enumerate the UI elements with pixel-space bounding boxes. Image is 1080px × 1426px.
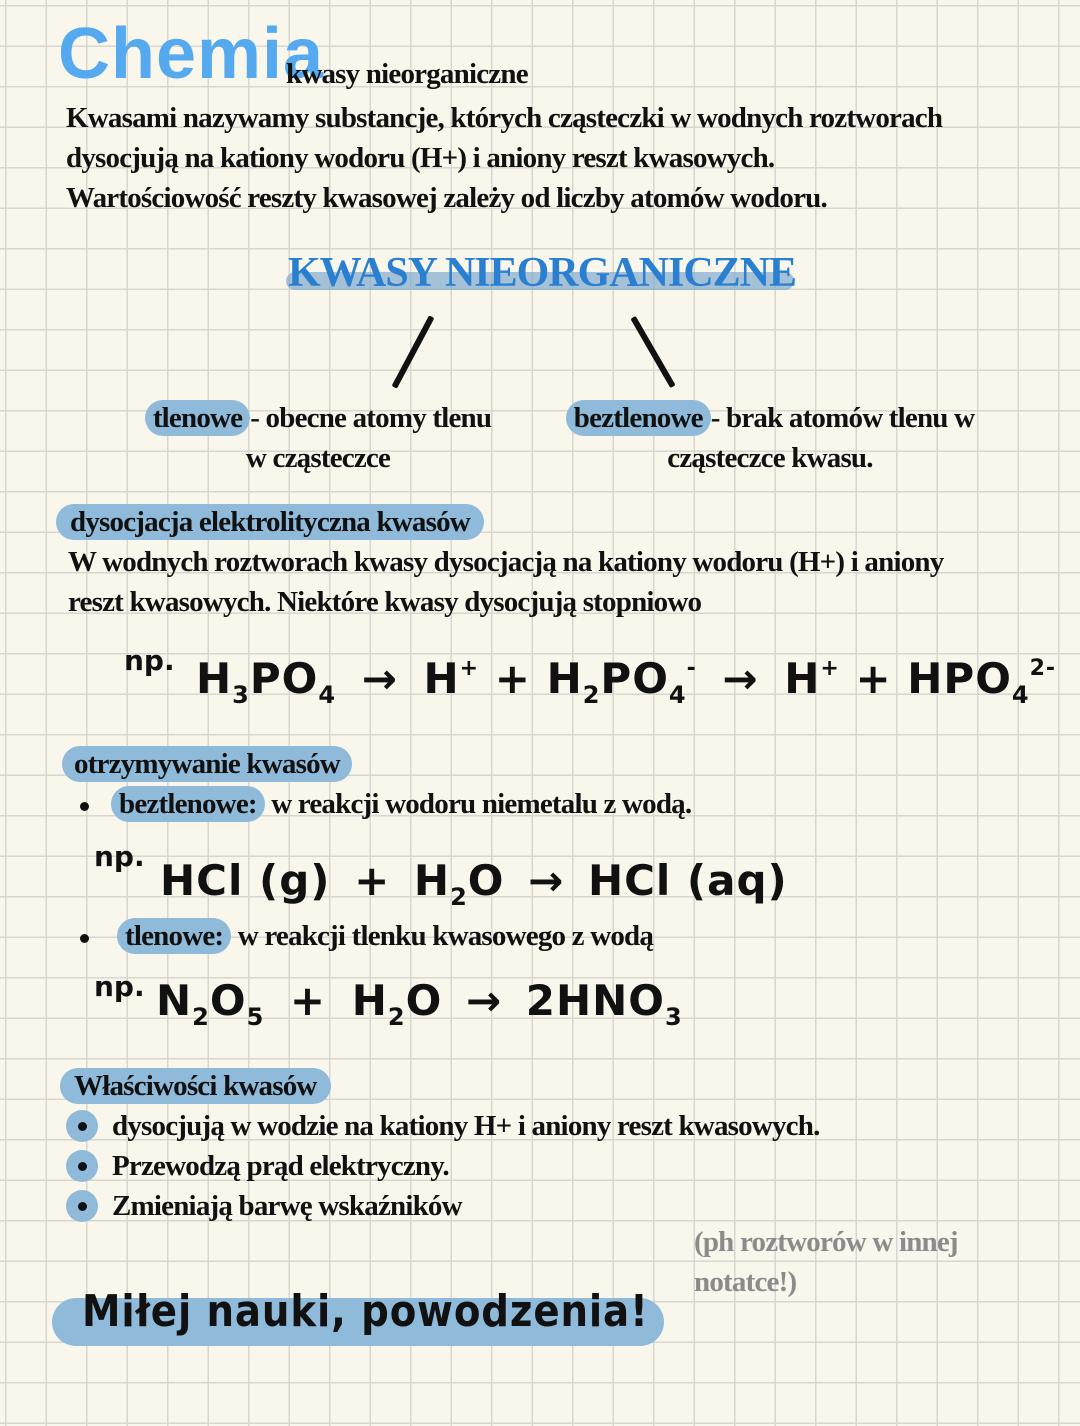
example-label: np. xyxy=(94,970,145,1003)
list-item: Przewodzą prąd elektryczny. xyxy=(66,1146,820,1186)
obtaining-item xyxy=(80,916,653,956)
section-dissociation xyxy=(56,504,484,540)
equation-hno3: $N_2O_5 + H_2O \to 2HNO_3$ xyxy=(156,976,683,1031)
intro-line: Kwasami nazywamy substancje, których cząsteczki w wodnych roztworach xyxy=(66,102,943,134)
dissociation-paragraph xyxy=(68,542,1048,622)
term-beztlenowe: beztlenowe: xyxy=(111,786,265,822)
branch-line-left xyxy=(392,315,435,388)
term-definition: - brak atomów tlenu w xyxy=(710,402,975,434)
example-label: np. xyxy=(94,840,145,873)
branch-oxygenless-acids xyxy=(540,398,1000,478)
side-note: (ph roztworów w innej notatce!) xyxy=(694,1226,958,1298)
bullet-icon xyxy=(66,1110,98,1142)
equation-hcl: HCl $(g) + H_2O$ → HCl (aq) xyxy=(160,856,788,911)
bullet-icon xyxy=(66,1190,98,1222)
example-label: np. xyxy=(124,644,175,677)
list-item: dysocjują w wodzie na kationy H+ i aniony reszt kwasowych. xyxy=(66,1106,820,1146)
bullet-icon xyxy=(80,934,89,943)
arrow-icon: → xyxy=(465,976,503,1025)
obtaining-item xyxy=(80,784,691,824)
paragraph-line: reszt kwasowych. Niektóre kwasy dysocjują stopniowo xyxy=(68,586,702,618)
arrow-icon: → xyxy=(528,856,565,905)
term-definition-line2: w cząsteczce xyxy=(245,442,391,474)
list-item: Zmieniają barwę wskaźników xyxy=(66,1186,820,1226)
section-heading: Właściwości kwasów xyxy=(60,1068,331,1104)
closing-message: Miłej nauki, powodzenia! xyxy=(82,1286,649,1337)
term-tlenowe: tlenowe xyxy=(145,400,250,436)
branch-oxygen-acids xyxy=(118,398,518,478)
branch-line-right xyxy=(630,316,675,388)
paragraph-line: W wodnych roztworach kwasy dysocjacją na kationy wodoru (H+) i aniony xyxy=(68,546,944,578)
bullet-icon xyxy=(66,1150,98,1182)
equation-phosphoric-acid: $H_3PO_4 \to H^+ + H_2PO_4^- \to H^+ + HPO_4^{2-}$ xyxy=(196,654,1057,709)
intro-line: dysocjują na kationy wodoru (H+) i aniony reszt kwasowych. xyxy=(66,142,775,174)
term-definition-line2: cząsteczce kwasu. xyxy=(667,442,873,474)
intro-paragraph xyxy=(66,98,1056,218)
bullet-icon xyxy=(80,802,89,811)
section-heading: dysocjacja elektrolityczna kwasów xyxy=(56,504,484,540)
term-beztlenowe: beztlenowe xyxy=(566,400,711,436)
intro-line: Wartościowość reszty kwasowej zależy od liczby atomów wodoru. xyxy=(66,182,827,214)
page-subtitle: kwasy nieorganiczne xyxy=(286,58,528,90)
item-text: w reakcji tlenku kwasowego z wodą xyxy=(231,920,654,952)
item-text: w reakcji wodoru niemetalu z wodą. xyxy=(264,788,692,820)
page-title: Chemia xyxy=(58,14,325,94)
section-heading: otrzymywanie kwasów xyxy=(62,746,352,782)
classification-heading: KWASY NIEORGANICZNE xyxy=(288,250,797,296)
arrow-icon: → xyxy=(722,654,759,703)
section-properties xyxy=(60,1068,331,1104)
term-tlenowe: tlenowe: xyxy=(117,918,231,954)
section-obtaining xyxy=(62,746,352,782)
term-definition: - obecne atomy tlenu xyxy=(250,402,492,434)
arrow-icon: → xyxy=(361,654,398,703)
properties-list xyxy=(66,1106,820,1226)
